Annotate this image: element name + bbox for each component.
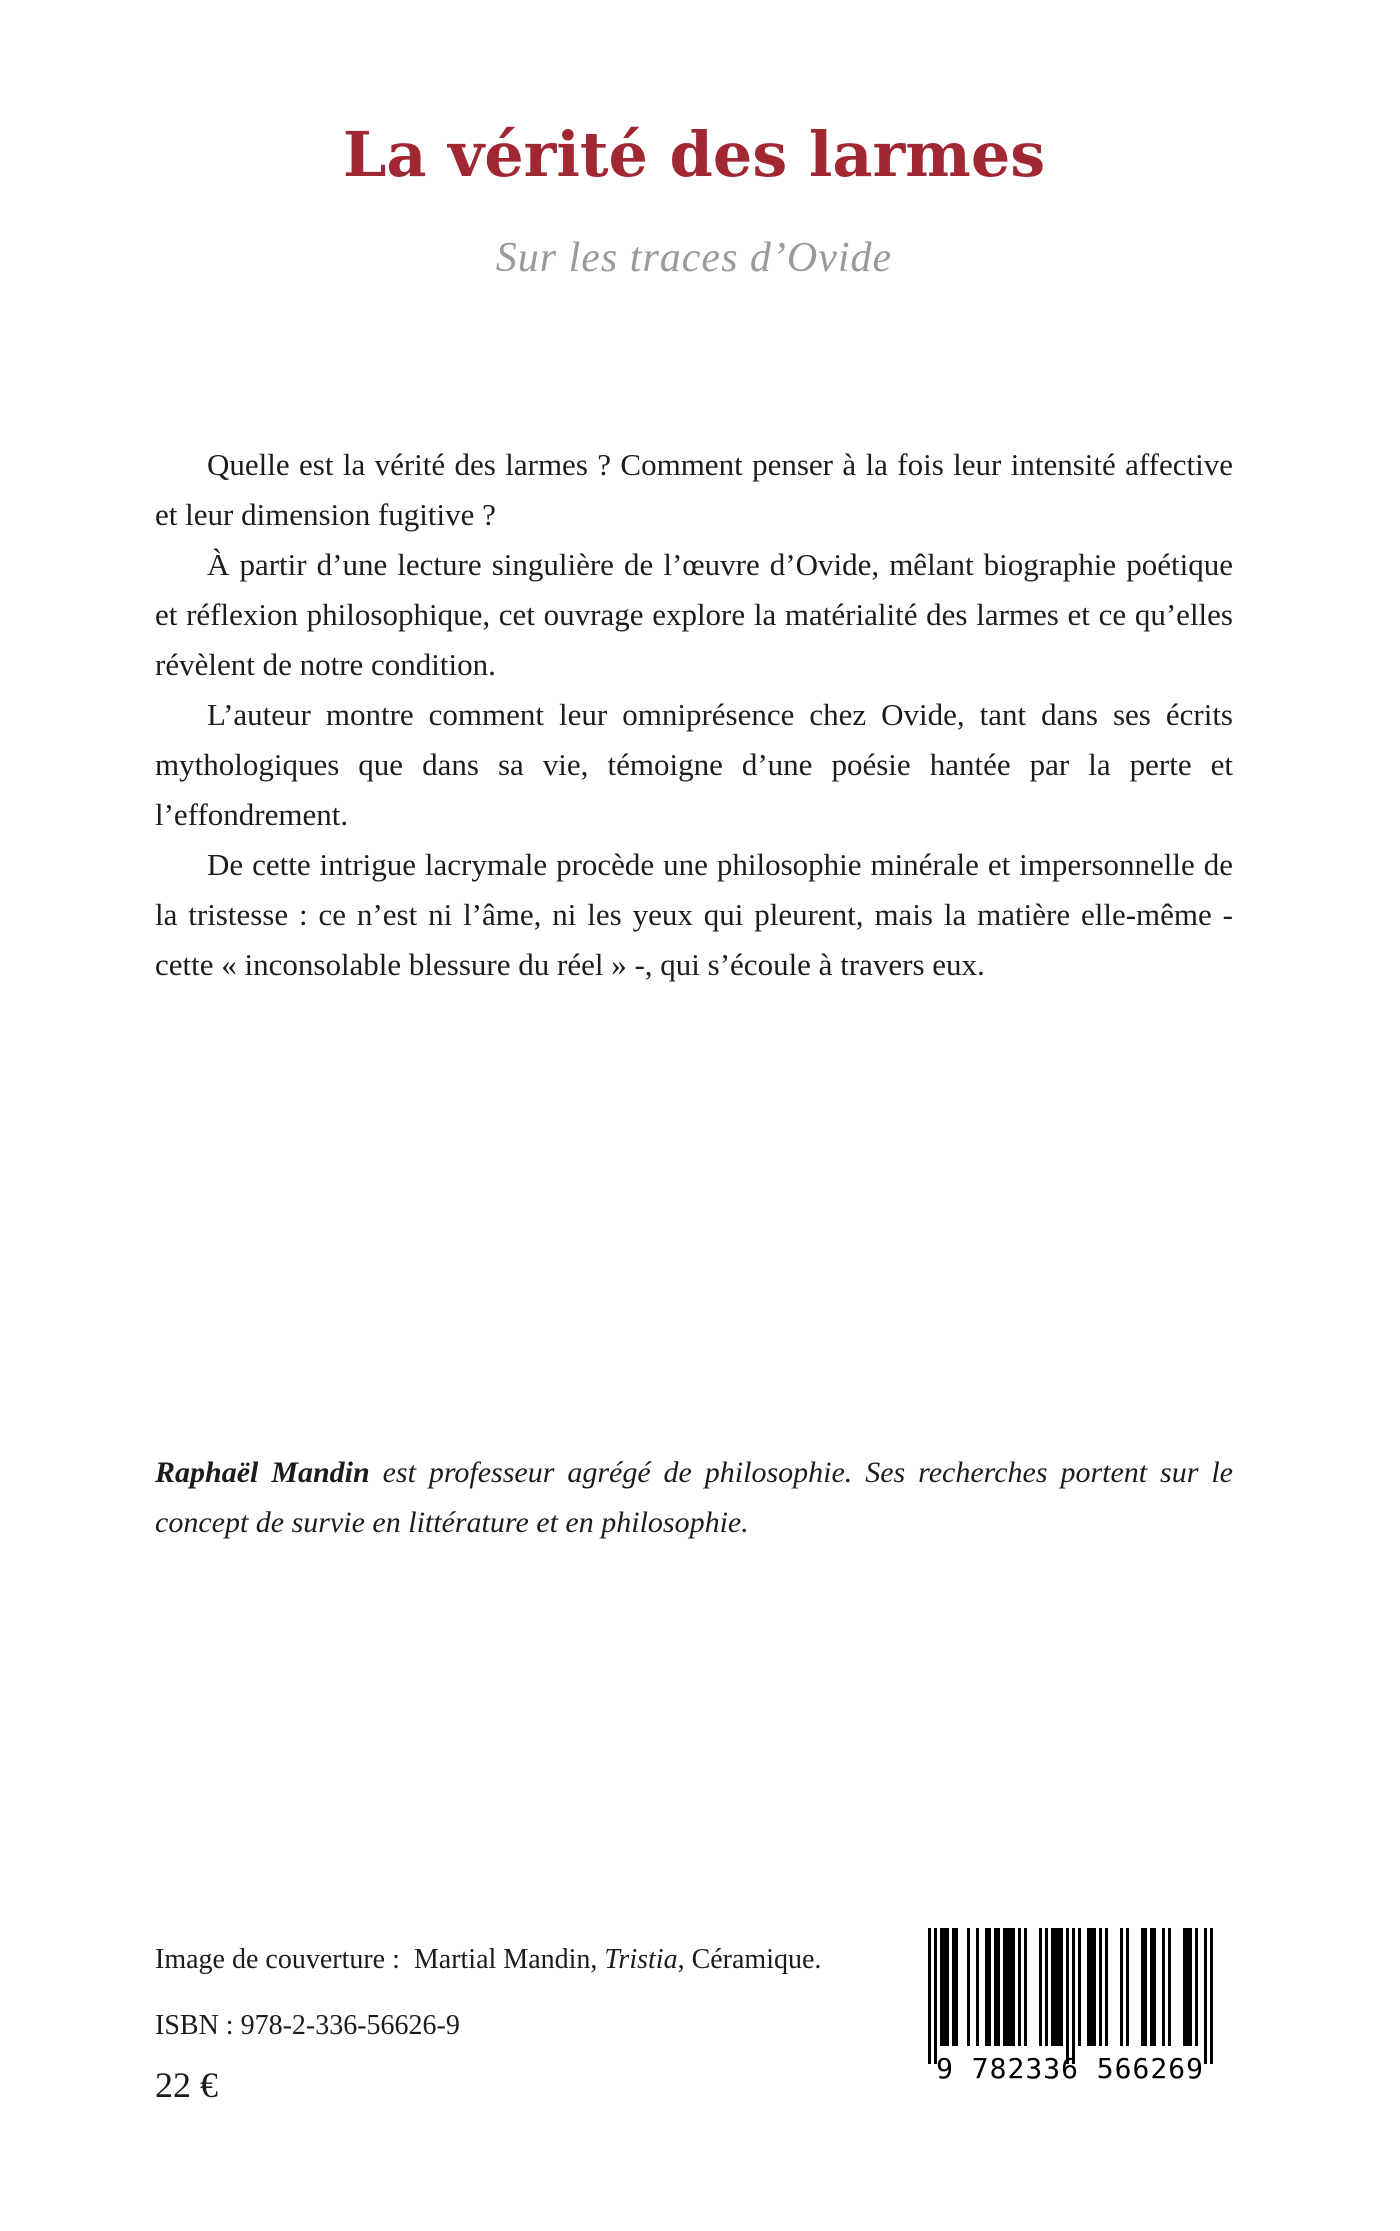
blurb-paragraph: À partir d’une lecture singulière de l’œuvre d’Ovide, mêlant biographie poétique et réflexion philosophique, cet ouvrage explore la matérialité des larmes et ce qu’elles révèlent de notre condition. [155, 547, 1233, 682]
page-subtitle: Sur les traces d’Ovide [495, 235, 893, 281]
barcode-number: 9 782336 566269 [936, 2052, 1204, 2085]
blurb-text-block [155, 440, 1233, 990]
author-name: Raphaël Mandin [155, 1456, 370, 1489]
barcode [915, 1928, 1225, 2085]
cover-credit-prefix: Image de couverture : Martial Mandin, [155, 1944, 605, 1975]
author-bio-text: est professeur agrégé de philosophie. Ses recherches portent sur le concept de survie en littérature et en philosophie. [155, 1456, 1233, 1539]
author-bio [155, 1448, 1233, 1548]
cover-credit-suffix: , Céramique. [677, 1944, 822, 1975]
cover-credit [155, 1944, 855, 1976]
blurb-paragraph: De cette intrigue lacrymale procède une philosophie minérale et impersonnelle de la tristesse : ce n’est ni l’âme, ni les yeux qui pleurent, mais la matière elle-même - cette « inconsolable blessure du réel » -, qui s’écoule à travers eux. [155, 847, 1233, 982]
isbn: ISBN : 978-2-336-56626-9 [155, 2010, 460, 2041]
barcode-bars [915, 1928, 1225, 2064]
blurb-paragraph: L’auteur montre comment leur omniprésence chez Ovide, tant dans ses écrits mythologiques que dans sa vie, témoigne d’une poésie hantée par la perte et l’effondrement. [155, 697, 1233, 832]
price: 22 € [155, 2065, 218, 2105]
cover-credit-work-title: Tristia [604, 1944, 678, 1975]
blurb-paragraph: Quelle est la vérité des larmes ? Comment penser à la fois leur intensité affective et leur dimension fugitive ? [155, 447, 1233, 532]
page-title: La vérité des larmes [342, 118, 1046, 191]
